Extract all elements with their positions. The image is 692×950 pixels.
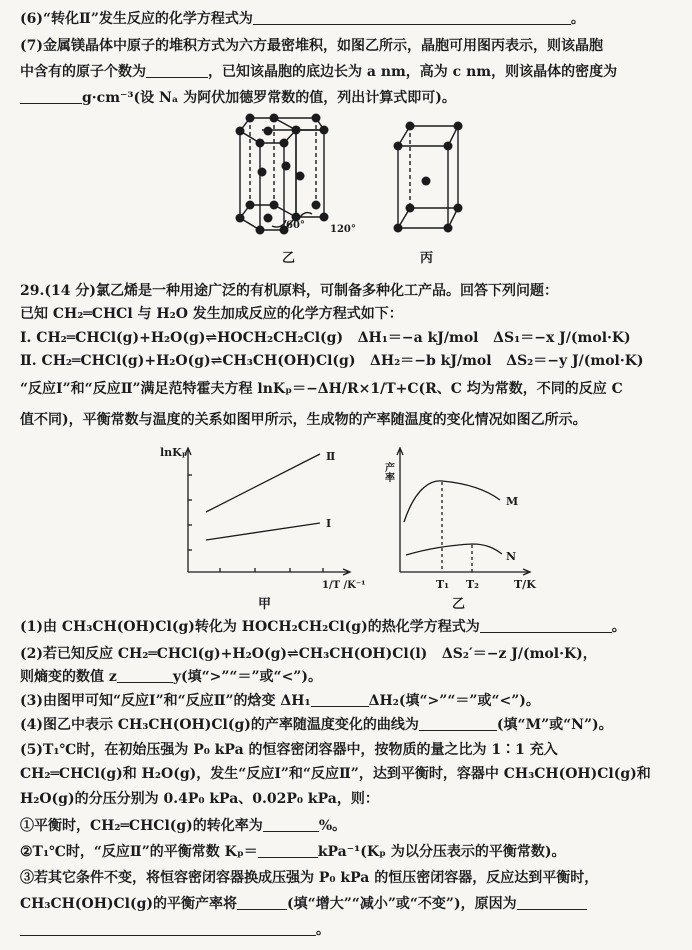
- line-II: [206, 454, 320, 512]
- figure-yi2-label: 乙: [452, 597, 466, 612]
- curve-m-label: M: [506, 495, 519, 508]
- reaction-1: Ⅰ. CH₂═CHCl(g)+H₂O(g)⇌HOCH₂CH₂Cl(g) ΔH₁＝−a kJ/mol ΔS₁＝−x J/(mol·K): [20, 330, 631, 346]
- graph-description-line: 值不同)，平衡常数与温度的关系如图甲所示，生成物的产率随温度的变化情况如图乙所示。: [20, 412, 587, 428]
- q29-intro: 29.(14 分)氯乙烯是一种用途广泛的有机原料，可制备多种化工产品。回答下列问题：: [20, 283, 558, 299]
- q5-part3-line3: 。: [20, 921, 680, 939]
- q7-line3: g·cm⁻³(设 Nₐ 为阿伏加德罗常数的值，列出计算式即可)。: [20, 89, 680, 107]
- angle-60-label: 60°: [286, 220, 305, 231]
- q7-line2: 中含有的原子个数为 ，已知该晶胞的底边长为 a nm，高为 c nm，则该晶体的密度为: [20, 64, 618, 80]
- graph-jia: [185, 448, 350, 575]
- q5-line1: (5)T₁℃时，在初始压强为 P₀ kPa 的恒容密闭容器中，按物质的量之比为 1∶1 充入: [20, 742, 558, 758]
- q4-line: (4)图乙中表示 CH₃CH(OH)Cl(g)的产率随温度变化的曲线为 (填“M”或“N”)。: [20, 717, 613, 733]
- q5-line2: CH₂═CHCl(g)和 H₂O(g)，发生“反应Ⅰ”和“反应Ⅱ”，达到平衡时，容器中 CH₃CH(OH)Cl(g)和: [20, 766, 651, 782]
- hcp-prism-figure: [240, 118, 324, 230]
- q5-part2-line: ②T₁℃时，“反应Ⅱ”的平衡常数 Kₚ＝ kPa⁻¹(Kₚ 为以分压表示的平衡常数)。: [20, 844, 566, 860]
- q1-line: (1)由 CH₃CH(OH)Cl(g)转化为 HOCH₂CH₂Cl(g)的热化学方程式为 。: [20, 619, 626, 635]
- q3-answer-blank[interactable]: [311, 692, 369, 707]
- t2-label: T₂: [466, 578, 480, 591]
- curve-n-label: N: [506, 550, 517, 563]
- known-reaction-line: 已知 CH₂═CHCl 与 H₂O 发生加成反应的化学方程式如下：: [20, 306, 403, 322]
- q4-answer-blank[interactable]: [419, 716, 497, 731]
- curve-M: [404, 481, 500, 522]
- q5-part3-line1: ③若其它条件不变，将恒容密闭容器换成压强为 P₀ kPa 的恒压密闭容器，反应达到平衡时，: [20, 870, 599, 886]
- q5-part3-line2: CH₃CH(OH)Cl(g)的平衡产率将 (填“增大”“减小”或“不变”)，原因为: [20, 895, 680, 913]
- jia-ylabel: lnKₚ: [160, 446, 188, 459]
- q1-answer-blank[interactable]: [480, 618, 612, 633]
- jia-curve-ii-label: Ⅱ: [326, 450, 336, 463]
- jia-curve-i-label: Ⅰ: [326, 517, 332, 530]
- q5-part2-blank[interactable]: [258, 843, 318, 858]
- q5-part3-blank-c[interactable]: [20, 921, 316, 936]
- atom-count-blank[interactable]: [146, 63, 208, 78]
- vant-hoff-line: “反应Ⅰ”和“反应Ⅱ”满足范特霍夫方程 lnKₚ＝−ΔH/R×1/T+C(R、C 均为常数，不同的反应 C: [20, 381, 623, 397]
- q5-part3-blank-a[interactable]: [237, 895, 287, 910]
- t1-label: T₁: [436, 578, 450, 591]
- q2-line1: (2)若已知反应 CH₂═CHCl(g)+H₂O(g)⇌CH₃CH(OH)Cl(l) ΔS₂′＝−z J/(mol·K)，: [20, 646, 597, 662]
- q5-part1-line: ①平衡时，CH₂═CHCl(g)的转化率为 %。: [20, 818, 347, 834]
- line-I: [206, 523, 320, 540]
- q6-text: (6)“转化Ⅱ”发生反应的化学方程式为: [20, 11, 253, 27]
- graphs: [0, 435, 692, 615]
- q5-part3-blank-b[interactable]: [517, 895, 587, 910]
- yi2-xlabel: T/K: [514, 578, 536, 591]
- q3-line: (3)由图甲可知“反应Ⅰ”和“反应Ⅱ”的焓变 ΔH₁ ΔH₂(填“>”“＝”或“<”)。: [20, 693, 540, 709]
- reaction-2: Ⅱ. CH₂═CHCl(g)+H₂O(g)⇌CH₃CH(OH)Cl(g) ΔH₂＝−b kJ/mol ΔS₂＝−y J/(mol·K): [20, 353, 644, 369]
- q6-answer-blank[interactable]: [253, 10, 571, 25]
- figure-bing-label: 丙: [420, 251, 434, 266]
- q5-part1-blank[interactable]: [263, 817, 319, 832]
- crystal-figures: [0, 108, 692, 268]
- density-blank[interactable]: [20, 89, 82, 104]
- q5-line3: H₂O(g)的分压分别为 0.4P₀ kPa、0.02P₀ kPa，则：: [20, 791, 379, 807]
- yi2-ylabel: 产率: [382, 462, 394, 482]
- q2-answer-blank[interactable]: [117, 668, 173, 683]
- jia-xlabel: 1/T /K⁻¹: [322, 580, 366, 591]
- figure-yi-label: 乙: [282, 251, 296, 266]
- angle-120-label: 120°: [330, 224, 356, 235]
- q6-line: (6)“转化Ⅱ”发生反应的化学方程式为 。: [20, 11, 585, 27]
- q7-line1: [20, 37, 680, 55]
- q7-text: (7)金属镁晶体中原子的堆积方式为六方最密堆积，如图乙所示，晶胞可用图丙表示，则该晶胞: [20, 38, 603, 54]
- curve-N: [406, 544, 502, 555]
- q2-line2: 则熵变的数值 z y(填“>”“＝”或“<”)。: [20, 669, 322, 685]
- figure-jia-label: 甲: [258, 597, 272, 612]
